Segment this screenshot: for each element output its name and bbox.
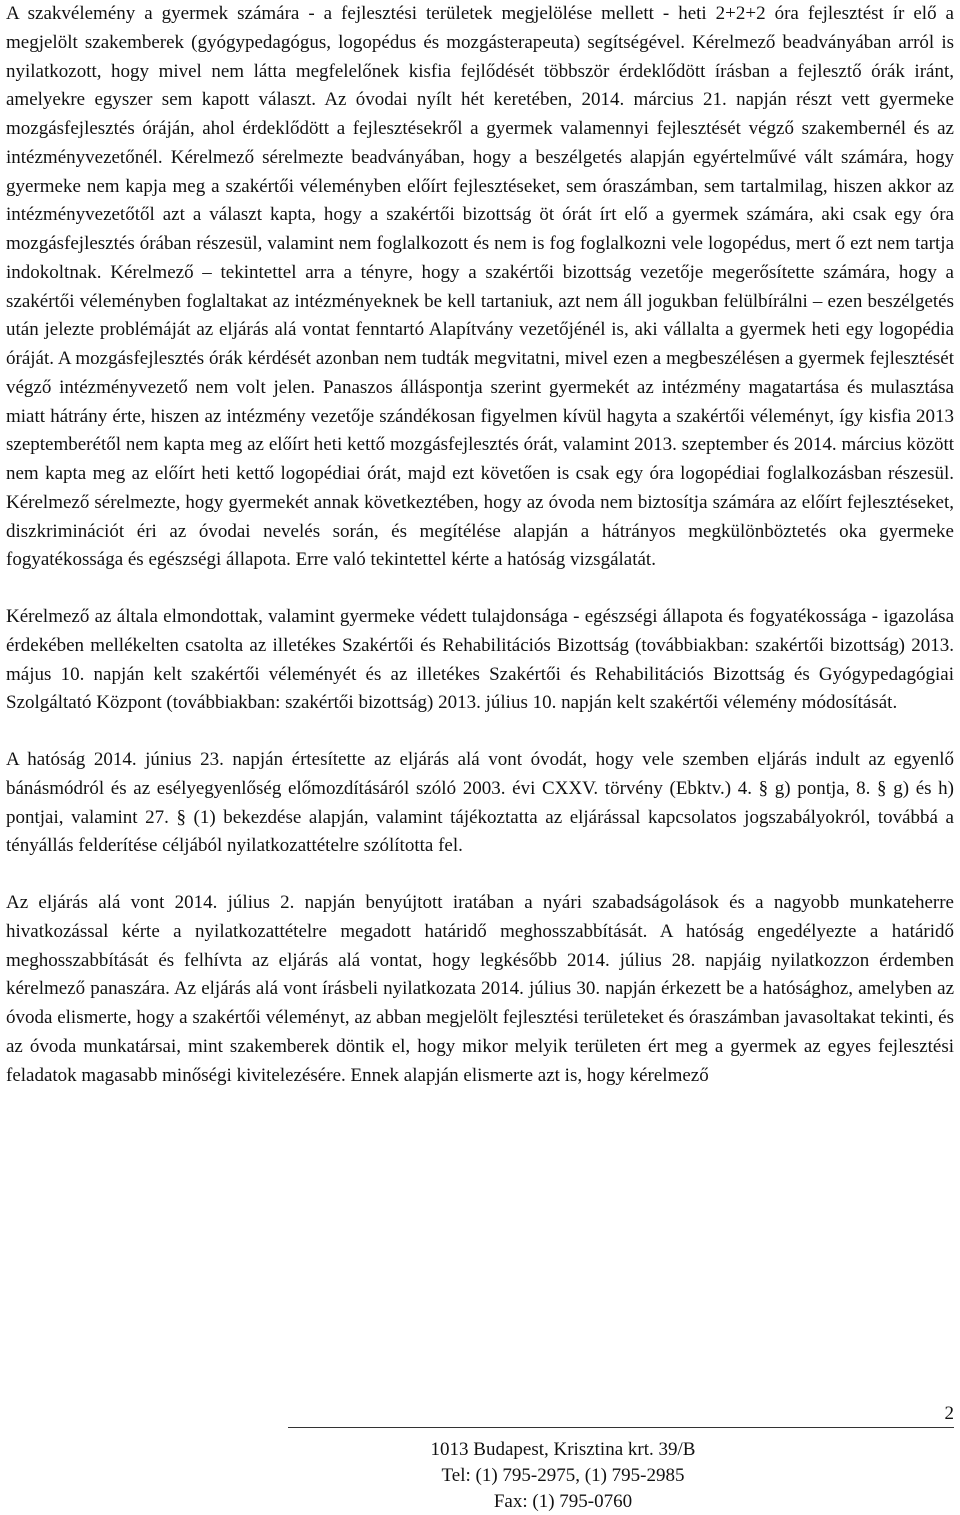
footer-telephone: Tel: (1) 795-2975, (1) 795-2985 [441, 1465, 685, 1486]
page-footer [6, 1437, 954, 1515]
footer-fax: Fax: (1) 795-0760 [493, 1491, 633, 1512]
page-number: 2 [944, 1403, 954, 1424]
footer-address: 1013 Budapest, Krisztina krt. 39/B [430, 1439, 696, 1460]
footer-divider [288, 1427, 954, 1428]
paragraph-gap [6, 718, 954, 746]
paragraph-attachments: Kérelmező az általa elmondottak, valamint gyermeke védett tulajdonsága - egészségi állapota és fogyatékossága - igazolása érdekében mellékelten csatolta az illetékes Szakértői és Rehabilitációs Bizottság (továbbiakban: szakértői bizottság) 2013. május 10. napján kelt szakértői véleményét és az illetékes Szakértői és Rehabilitációs Bizottság és Gyógypedagógiai Szolgáltató Központ (továbbiakban: szakértői bizottság) 2013. július 10. napján kelt szakértői vélemény módosítását. [6, 606, 954, 714]
paragraph-gap [6, 575, 954, 603]
paragraph-respondent-statement: Az eljárás alá vont 2014. július 2. napján benyújtott iratában a nyári szabadságolások és a nagyobb munkateherre hivatkozással kérte a nyilatkozattételre megadott határidő meghosszabbítását. A hatóság engedélyezte a határidő meghosszabbítását és felhívta az eljárás alá vontat, hogy legkésőbb 2014. július 28. napjáig nyilatkozzon érdemben kérelmező panaszára. Az eljárás alá vont írásbeli nyilatkozata 2014. július 30. napján érkezett be a hatósághoz, amelyben az óvoda elismerte, hogy a szakértői véleményt, az abban megjelölt fejlesztési területeket és óraszámban javasoltakat tekinti, és az óvoda munkatársai, mint szakemberek döntik el, hogy mikor melyik területen ért meg a gyermek az egyes fejlesztési feladatok magasabb minőségi kivitelezésére. Ennek alapján elismerte azt is, hogy kérelmező [6, 892, 954, 1086]
paragraph-authority-notice: A hatóság 2014. június 23. napján értesítette az eljárás alá vont óvodát, hogy vele szemben eljárás indult az egyenlő bánásmódról és az esélyegyenlőség előmozdításáról szóló 2003. évi CXXV. törvény (Ebktv.) 4. § g) pontja, 8. § g) és h) pontjai, valamint 27. § (1) bekezdése alapján, valamint tájékoztatta az eljárással kapcsolatos jogszabályokról, továbbá a tényállás felderítése céljából nyilatkozattételre szólította fel. [6, 749, 954, 857]
paragraph-gap [6, 861, 954, 889]
document-page [6, 0, 954, 1515]
paragraph-complaint-details: A szakvélemény a gyermek számára - a fejlesztési területek megjelölése mellett - heti 2+2+2 óra fejlesztést ír elő a megjelölt szakemberek (gyógypedagógus, logopédus és mozgásterapeuta) segítségével. Kérelmező beadványában arról is nyilatkozott, hogy mivel nem látta megfelelőnek kisfia fejlődését többször érdeklődött írásban a fejlesztő órák iránt, amelyekre egyszer sem kapott választ. Az óvodai nyílt hét keretében, 2014. március 21. napján részt vett gyermeke mozgásfejlesztés óráján, ahol érdeklődött a fejlesztésekről a gyermek valamennyi fejlesztését végző szakembernél és az intézményvezetőnél. Kérelmező sérelmezte beadványában, hogy a beszélgetés alapján egyértelművé vált számára, hogy gyermeke nem kapja meg a szakértői véleményben előírt fejlesztéseket, sem óraszámban, sem tartalmilag, hiszen akkor az intézményvezetőtől azt a választ kapta, hogy a szakértői bizottság öt órát írt elő a gyermek számára, aki csak egy óra mozgásfejlesztés órában részesül, valamint nem foglalkozott és nem is fog foglalkozni vele logopédus, mert ő ezt nem tartja indokoltnak. Kérelmező – tekintettel arra a tényre, hogy a szakértői bizottság vezetője megerősítette számára, hogy a szakértői véleményben foglaltakat az intézményeknek be kell tartaniuk, azt nem áll jogukban felülbírálni – ezen beszélgetés után jelezte problémáját az eljárás alá vontat fenntartó Alapítvány vezetőjénél is, aki vállalta a gyermek heti egy logopédia óráját. A mozgásfejlesztés órák kérdését azonban nem tudták megvitatni, mivel ezen a megbeszélésen a gyermek fejlesztését végző intézményvezető nem volt jelen. Panaszos álláspontja szerint gyermekét az intézmény magatartása és mulasztása miatt hátrány érte, hiszen az intézmény vezetője szándékosan figyelmen kívül hagyta a szakértői véleményt, így kisfia 2013 szeptemberétől nem kapta meg az előírt heti kettő mozgásfejlesztés órát, valamint 2013. szeptember és 2014. március között nem kapta meg az előírt heti kettő logopédiai órát, majd ezt követően is csak egy óra logopédiai foglalkozásban részesül. Kérelmező sérelmezte, hogy gyermekét annak következtében, hogy az óvoda nem biztosítja számára az előírt fejlesztéseket, diszkriminációt éri az óvodai nevelés során, és megítélése alapján a hátrányos megkülönböztetés oka gyermeke fogyatékossága és egészségi állapota. Erre való tekintettel kérte a hatóság vizsgálatát. [6, 3, 954, 571]
